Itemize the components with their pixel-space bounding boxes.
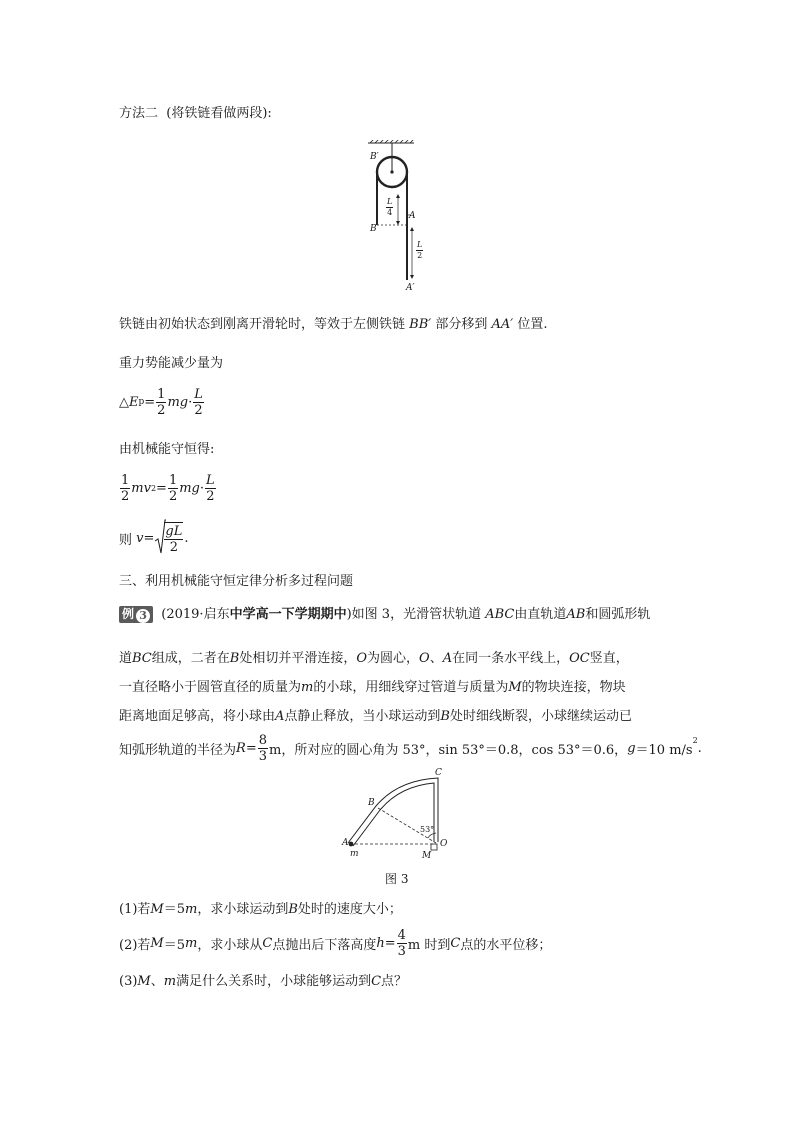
example-line-3: 一直径略小于圆管直径的质量为m的小球，用细线穿过管道与质量为M的物块连接，物块 (119, 680, 626, 695)
section-3-heading: 三、利用机械能守恒定律分析多过程问题 (119, 574, 354, 589)
pulley-figure (360, 140, 440, 300)
question-3: (3)M、m满足什么关系时，小球能够运动到C点？ (119, 974, 408, 989)
label-a: A (409, 211, 416, 221)
example-line-2: 道BC组成，二者在B处相切并平滑连接，O为圆心，O、A在同一条水平线上，OC竖直， (119, 651, 629, 666)
fraction-l-over-2: $\frac{L}{2}$ (417, 240, 423, 260)
label-c: C (435, 768, 442, 778)
sqrt-expression: $\frac{gL}{2}$ (154, 519, 184, 557)
conservation-label: 由机械能守恒得: (119, 442, 215, 457)
figure-3-caption: 图 3 (385, 872, 409, 886)
pulley-diagram (360, 140, 440, 300)
label-m-small: m (350, 849, 359, 859)
label-b: B (370, 224, 377, 234)
example-line-5: 知弧形轨道的半径为 R = $\frac{8}{3}$ m，所对应的圆心角为 53°，sin 53°＝0.8，cos 53°＝0.6， g ＝10 m/s $^2$ . (119, 732, 702, 764)
question-1: (1)若M＝5m，求小球运动到B处时的速度大小； (119, 902, 402, 917)
label-angle: 53° (420, 825, 435, 834)
example-number-badge: 3 (136, 609, 150, 623)
question-2: (2)若 M ＝5 m ，求小球从 C 点抛出后下落高度 h = $\frac{4}{3}$ m 时到 C 点的水平位移； (119, 927, 552, 959)
gp-decrease-label: 重力势能减少量为 (119, 356, 224, 371)
example-line-4: 距离地面足够高，将小球由A点静止释放，当小球运动到B处时细线断裂，小球继续运动已 (119, 709, 632, 724)
label-b-track: B (368, 798, 375, 808)
method2-line (119, 102, 272, 121)
label-b-prime: B′ (370, 152, 379, 162)
label-a-track: A (342, 838, 349, 848)
equation-kinetic: $\frac{1}{2}$ mv 2 = $\frac{1}{2}$ mg · $\frac{L}{2}$ (121, 472, 215, 504)
equation-delta-ep: △ E p = $\frac{1}{2}$ mg · $\frac{L}{2}$ (119, 386, 203, 418)
label-o: O (440, 839, 448, 849)
method2-paren: (将铁链看做两段): (166, 106, 272, 121)
label-m-block: M (422, 851, 432, 861)
equivalence-line: 铁链由初始状态到刚离开滑轮时，等效于左侧铁链 BB′ 部分移到 AA′ 位置. (119, 317, 548, 332)
label-a-prime: A′ (406, 283, 415, 293)
example-badge: 例 3 (119, 606, 153, 623)
track-figure (338, 768, 458, 863)
equation-velocity: 则 v = $\frac{gL}{2}$ . (119, 518, 189, 558)
fraction-l-over-4: $\frac{L}{4}$ (387, 197, 393, 217)
method2-prefix: 方法二 (119, 106, 159, 121)
example-line-1: 例 3 (2019·启东中学高一下学期期中)如图 3，光滑管状轨道 ABC由直轨道AB和圆弧形轨 (119, 603, 679, 633)
